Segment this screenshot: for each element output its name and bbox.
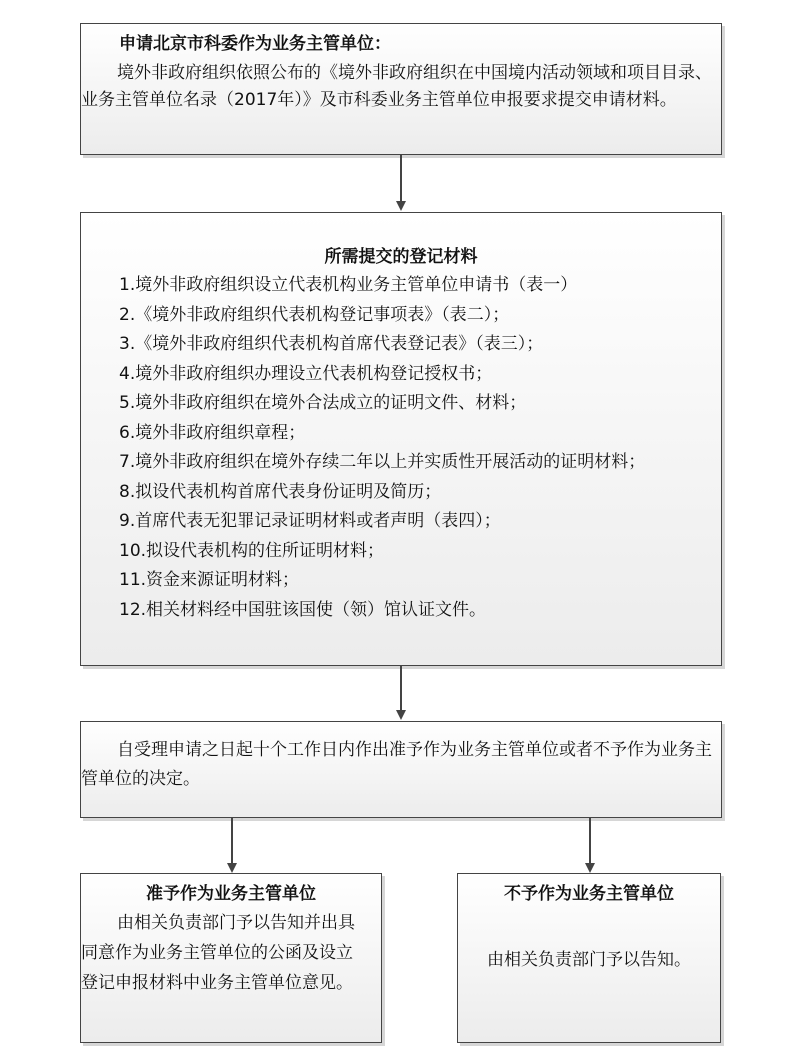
list-item: 4.境外非政府组织办理设立代表机构登记授权书；	[119, 363, 493, 384]
required-materials-box	[80, 212, 722, 666]
step-apply-body: 境外非政府组织依照公布的《境外非政府组织在中国境内活动领域和项目目录、业务主管单位名录（2017年）》及市科委业务主管单位申报要求提交申请材料。	[81, 63, 712, 110]
approve-box	[80, 873, 382, 1043]
arrow-down-icon	[227, 863, 237, 873]
reject-box	[457, 873, 721, 1043]
reject-body: 由相关负责部门予以告知。	[487, 950, 691, 970]
list-item: 12.相关材料经中国驻该国使（领）馆认证文件。	[119, 599, 487, 620]
decision-body: 自受理申请之日起十个工作日内作出准予作为业务主管单位或者不予作为业务主管单位的决定。	[81, 740, 712, 789]
approve-body: 由相关负责部门予以告知并出具同意作为业务主管单位的公函及设立登记申报材料中业务主管单位意见。	[81, 913, 355, 993]
connector-line-1	[400, 155, 402, 203]
step-apply-title: 申请北京市科委作为业务主管单位：	[119, 34, 391, 54]
list-item: 9.首席代表无犯罪记录证明材料或者声明（表四）；	[119, 511, 501, 531]
list-item: 5.境外非政府组织在境外合法成立的证明文件、材料；	[119, 393, 527, 413]
list-item: 7.境外非政府组织在境外存续二年以上并实质性开展活动的证明材料；	[119, 452, 646, 472]
list-item: 8.拟设代表机构首席代表身份证明及简历；	[119, 481, 442, 502]
list-item: 10.拟设代表机构的住所证明材料；	[119, 540, 385, 561]
arrow-down-icon	[585, 863, 595, 873]
materials-list	[81, 271, 721, 625]
list-item: 2.《境外非政府组织代表机构登记事项表》（表二）；	[119, 304, 510, 325]
reject-title: 不予作为业务主管单位	[504, 884, 674, 904]
step-apply-box	[80, 23, 722, 155]
list-item: 11.资金来源证明材料；	[119, 570, 300, 590]
connector-line-2	[400, 666, 402, 712]
arrow-down-icon	[396, 201, 406, 211]
arrow-down-icon	[396, 710, 406, 720]
list-item: 3.《境外非政府组织代表机构首席代表登记表》（表三）；	[119, 334, 544, 354]
required-materials-title: 所需提交的登记材料	[324, 247, 478, 267]
connector-line-reject	[589, 818, 591, 864]
connector-line-approve	[231, 818, 233, 864]
approve-title: 准予作为业务主管单位	[146, 884, 316, 904]
list-item: 1.境外非政府组织设立代表机构业务主管单位申请书（表一）	[119, 275, 578, 295]
list-item: 6.境外非政府组织章程；	[119, 422, 306, 443]
decision-box	[80, 721, 722, 818]
